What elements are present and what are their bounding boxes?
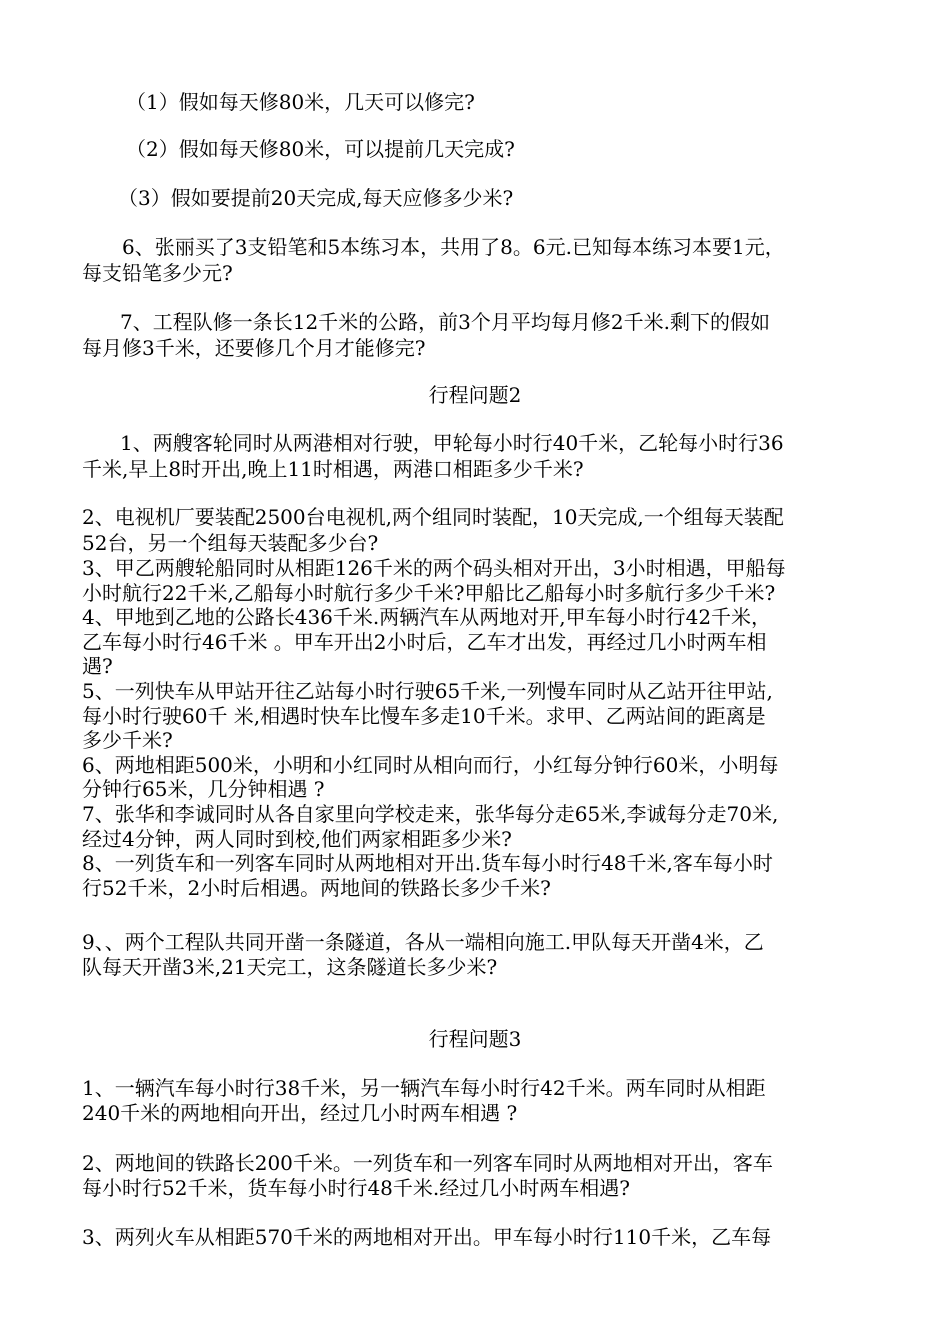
s3-question-3-line-1: 3、两列火车从相距570千米的两地相对开出。甲车每小时行110千米，乙车每 bbox=[82, 1225, 772, 1249]
s2-question-4-line-2: 乙车每小时行46千米 。甲车开出2小时后，乙车才出发，再经过几小时两车相 bbox=[82, 630, 767, 654]
s2-question-5-line-3: 多少千米? bbox=[82, 728, 173, 752]
s2-question-2-line-1: 2、电视机厂要装配2500台电视机,两个组同时装配，10天完成,一个组每天装配 bbox=[82, 505, 784, 529]
s2-question-8-line-1: 8、一列货车和一列客车同时从两地相对开出.货车每小时行48千米,客车每小时 bbox=[82, 851, 773, 875]
s2-question-8-line-2: 行52千米，2小时后相遇。两地间的铁路长多少千米? bbox=[82, 876, 551, 900]
s2-question-9-line-2: 队每天开凿3米,21天完工，这条隧道长多少米? bbox=[82, 955, 498, 979]
question-7-line-2: 每月修3千米，还要修几个月才能修完? bbox=[82, 336, 426, 360]
section-title-travel-3: 行程问题3 bbox=[428, 1027, 522, 1051]
s2-question-4-line-3: 遇? bbox=[82, 654, 113, 678]
s2-question-4-line-1: 4、甲地到乙地的公路长436千米.两辆汽车从两地对开,甲车每小时行42千米， bbox=[82, 605, 772, 629]
s3-question-2-line-2: 每小时行52千米，货车每小时行48千米.经过几小时两车相遇? bbox=[82, 1176, 630, 1200]
s2-question-5-line-1: 5、一列快车从甲站开往乙站每小时行驶65千米,一列慢车同时从乙站开往甲站, bbox=[82, 679, 773, 703]
s2-question-6-line-2: 分钟行65米，几分钟相遇 ? bbox=[82, 777, 325, 801]
section-title-travel-2: 行程问题2 bbox=[428, 383, 522, 407]
s2-question-3-line-2: 小时航行22千米,乙船每小时航行多少千米?甲船比乙船每小时多航行多少千米? bbox=[82, 581, 776, 605]
s2-question-7-line-2: 经过4分钟，两人同时到校,他们两家相距多少米? bbox=[82, 827, 512, 851]
question-5-sub-3: （3）假如要提前20天完成,每天应修多少米? bbox=[118, 186, 514, 210]
s2-question-6-line-1: 6、两地相距500米，小明和小红同时从相向而行，小红每分钟行60米，小明每 bbox=[82, 753, 779, 777]
s2-question-1-line-2: 千米,早上8时开出,晚上11时相遇，两港口相距多少千米? bbox=[82, 457, 584, 481]
question-5-sub-1: （1）假如每天修80米，几天可以修完? bbox=[126, 90, 475, 114]
s2-question-5-line-2: 每小时行驶60千 米,相遇时快车比慢车多走10千米。求甲、乙两站间的距离是 bbox=[82, 704, 766, 728]
s2-question-1-line-1: 1、两艘客轮同时从两港相对行驶，甲轮每小时行40千米，乙轮每小时行36 bbox=[120, 431, 784, 455]
s2-question-3-line-1: 3、甲乙两艘轮船同时从相距126千米的两个码头相对开出，3小时相遇，甲船每 bbox=[82, 556, 786, 580]
s3-question-1-line-1: 1、一辆汽车每小时行38千米，另一辆汽车每小时行42千米。两车同时从相距 bbox=[82, 1076, 766, 1100]
s2-question-2-line-2: 52台，另一个组每天装配多少台? bbox=[82, 531, 379, 555]
s2-question-7-line-1: 7、张华和李诚同时从各自家里向学校走来，张华每分走65米,李诚每分走70米, bbox=[82, 802, 779, 826]
s3-question-1-line-2: 240千米的两地相向开出，经过几小时两车相遇 ? bbox=[82, 1101, 518, 1125]
s3-question-2-line-1: 2、两地间的铁路长200千米。一列货车和一列客车同时从两地相对开出，客车 bbox=[82, 1151, 773, 1175]
question-7-line-1: 7、工程队修一条长12千米的公路，前3个月平均每月修2千米.剩下的假如 bbox=[120, 310, 770, 334]
question-6-line-2: 每支铅笔多少元? bbox=[82, 261, 233, 285]
question-6-line-1: 6、张丽买了3支铅笔和5本练习本，共用了8。6元.已知每本练习本要1元， bbox=[122, 235, 785, 259]
question-5-sub-2: （2）假如每天修80米，可以提前几天完成? bbox=[126, 137, 515, 161]
s2-question-9-line-1: 9、、两个工程队共同开凿一条隧道，各从一端相向施工.甲队每天开凿4米，乙 bbox=[82, 930, 764, 954]
